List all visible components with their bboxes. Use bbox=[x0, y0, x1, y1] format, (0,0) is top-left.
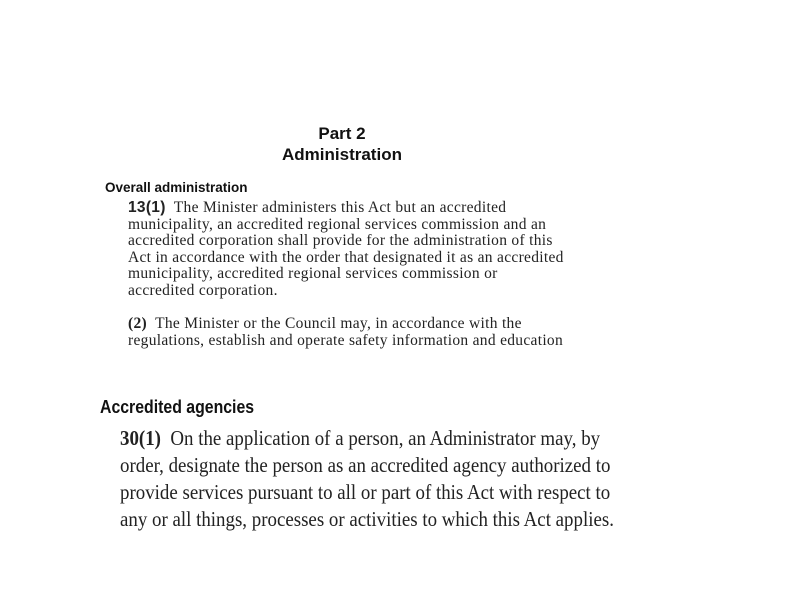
section-number: 13(1) bbox=[128, 199, 166, 216]
paragraph-line: municipality, accredited regional services commission or bbox=[128, 265, 498, 282]
paragraph-line: municipality, an accredited regional services commission and an bbox=[128, 215, 547, 233]
section-number: 30(1) bbox=[120, 426, 161, 450]
paragraph-line: regulations, establish and operate safety information and education bbox=[128, 331, 564, 349]
paragraph-line: Act in accordance with the order that designated it as an accredited bbox=[128, 248, 564, 266]
section-heading-accredited-agencies: Accredited agencies bbox=[100, 397, 255, 417]
part-number: Part 2 bbox=[318, 124, 366, 143]
paragraph-text: On the application of a person, an Administrator may, by bbox=[170, 426, 601, 450]
paragraph-line bbox=[128, 200, 564, 217]
section-13-2 bbox=[128, 316, 563, 349]
paragraph-line bbox=[128, 316, 563, 333]
paragraph-text: The Minister or the Council may, in accordance with the bbox=[155, 315, 522, 332]
paragraph-line: any or all things, processes or activities to which this Act applies. bbox=[120, 507, 614, 531]
paragraph-line bbox=[120, 425, 614, 452]
section-heading-overall-administration: Overall administration bbox=[105, 180, 248, 195]
paragraph-line: order, designate the person as an accredited agency authorized to bbox=[120, 453, 611, 477]
paragraph-text: The Minister administers this Act but an accredited bbox=[173, 199, 507, 216]
paragraph-line: provide services pursuant to all or part of this Act with respect to bbox=[120, 480, 611, 504]
paragraph-line: accredited corporation. bbox=[128, 281, 278, 299]
part-title: Administration bbox=[282, 145, 402, 164]
section-13-1 bbox=[128, 200, 564, 299]
paragraph-line: accredited corporation shall provide for the administration of this bbox=[128, 232, 553, 249]
subsection-number: (2) bbox=[128, 315, 147, 332]
section-30-1 bbox=[120, 425, 614, 533]
